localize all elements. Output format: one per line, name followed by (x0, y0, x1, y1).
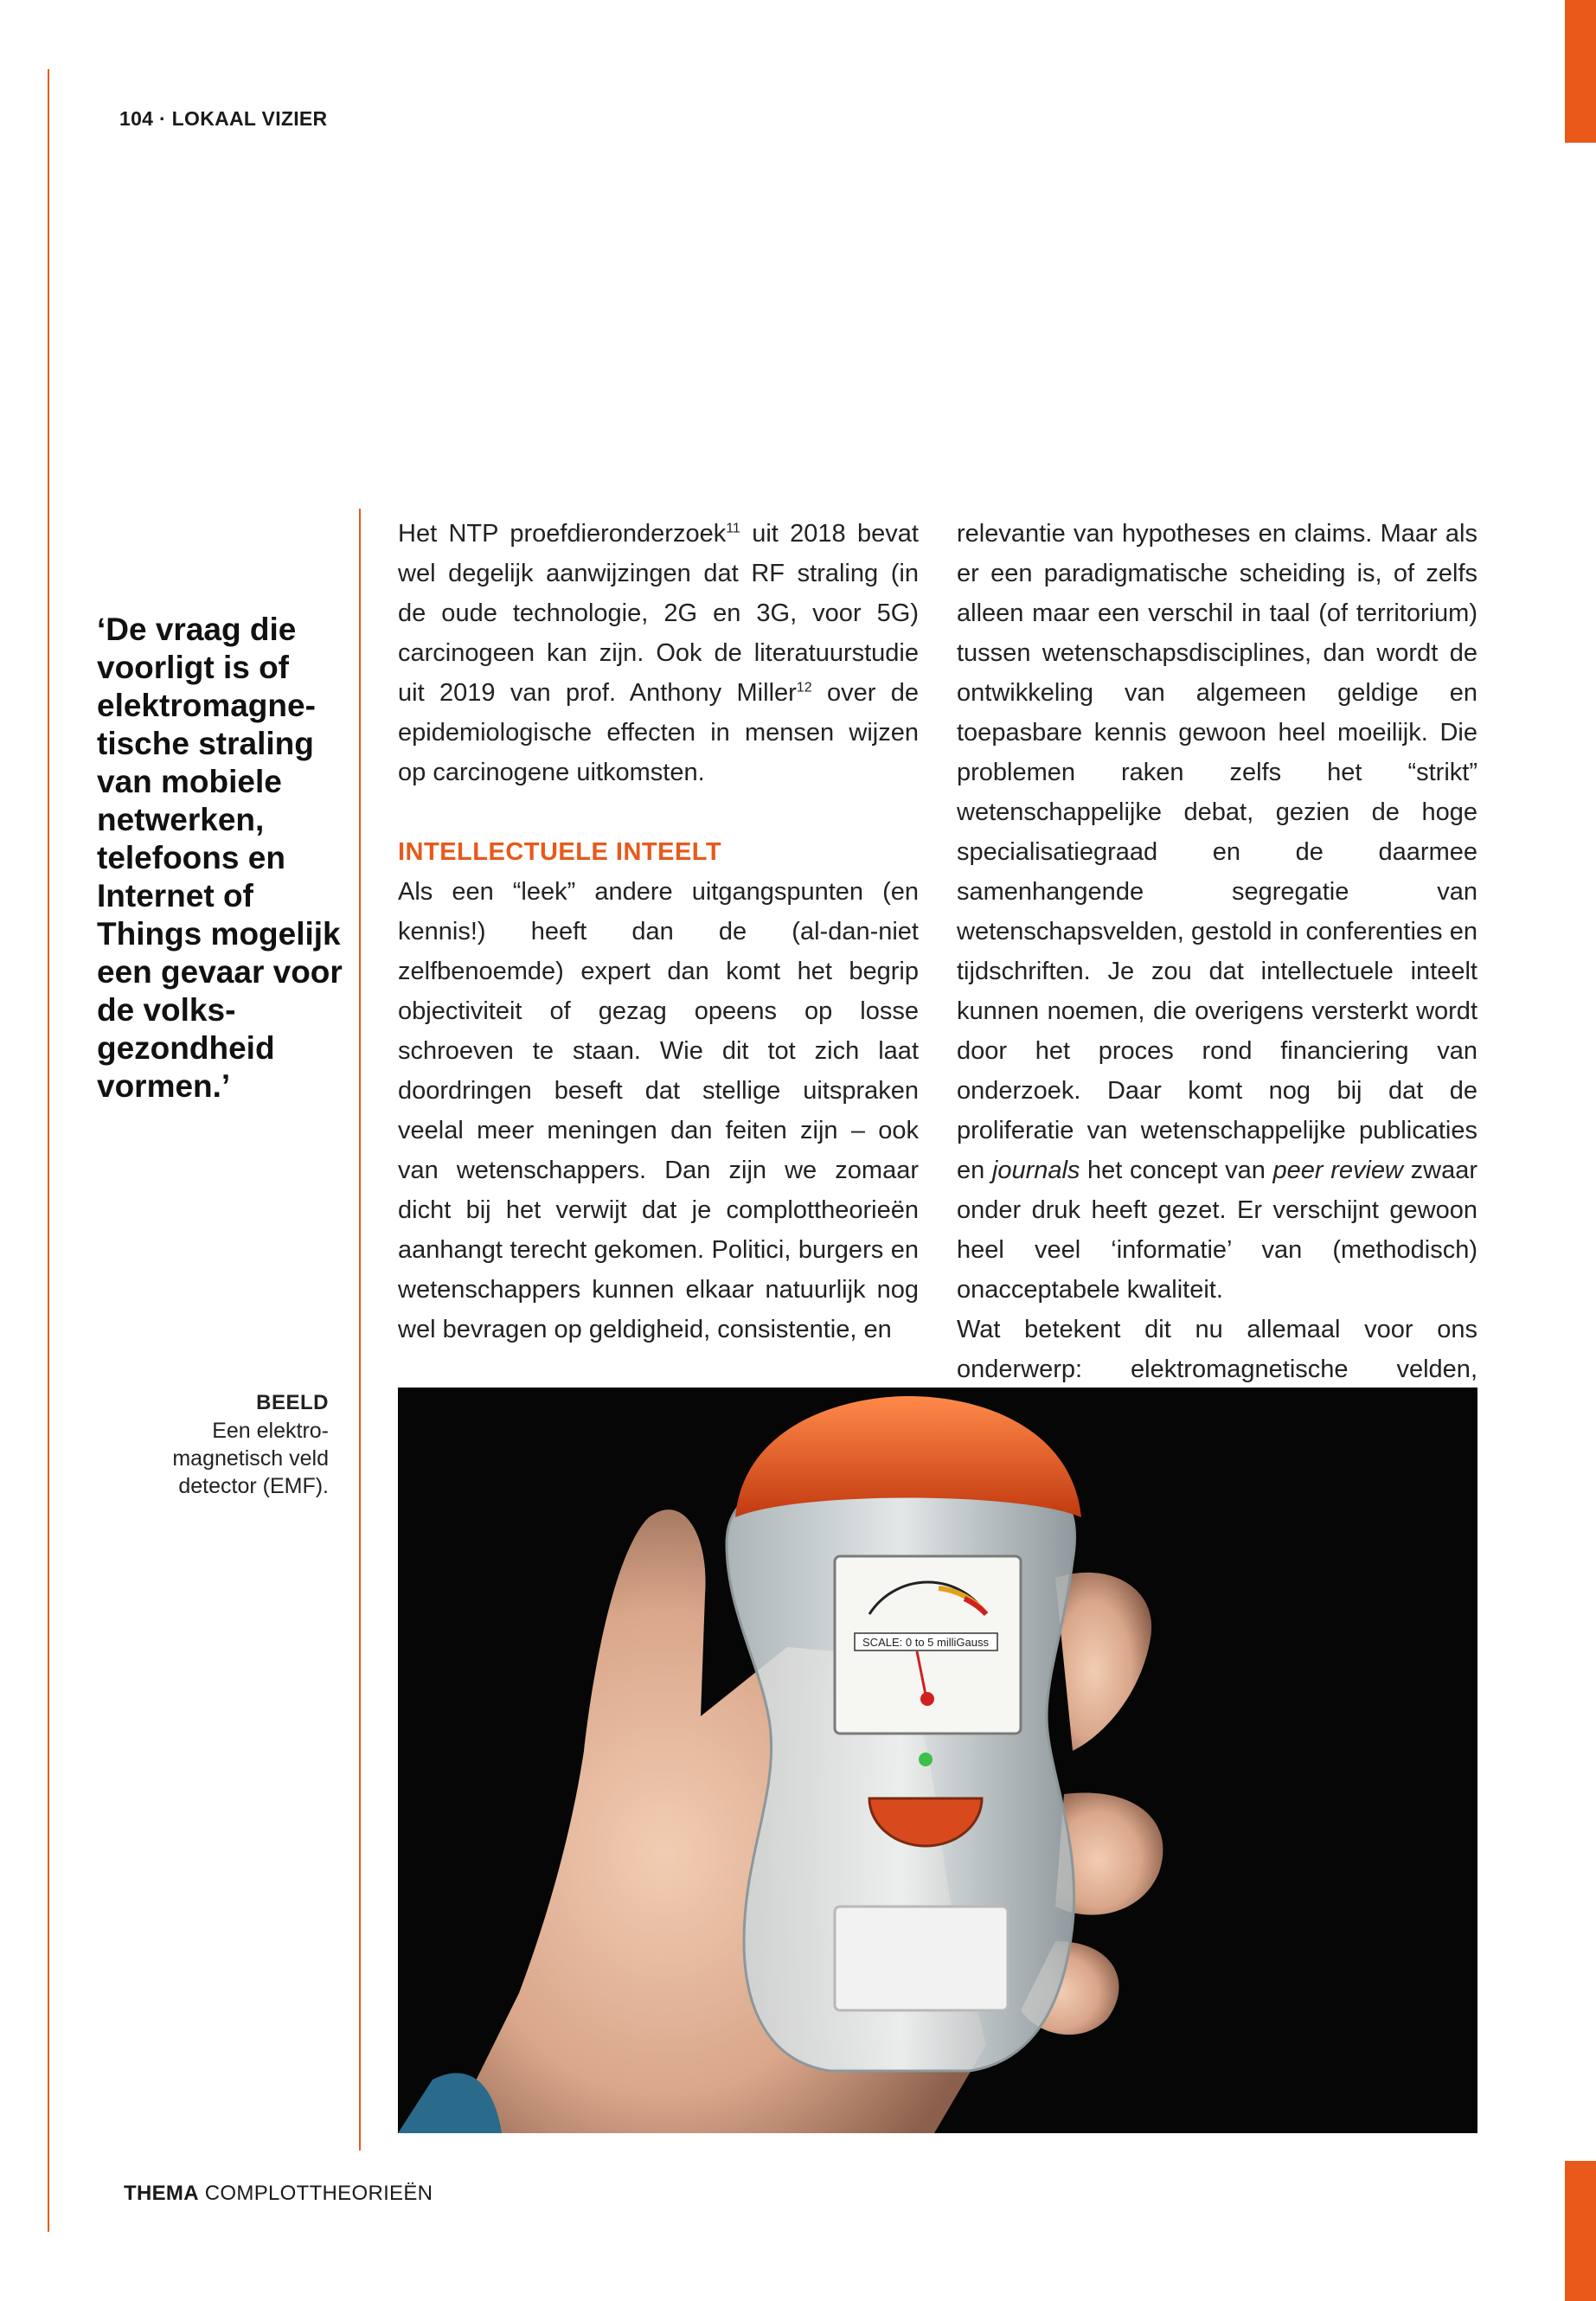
green-led (919, 1753, 933, 1766)
sidebar-divider-rule (359, 509, 361, 2150)
footer-theme-label: THEMA (124, 2182, 199, 2205)
meter-pivot (920, 1692, 934, 1706)
caption-line: magnetisch veld (172, 1446, 329, 1471)
paragraph: Als een “leek” andere uitgangspunten (en kennis!) heeft dan de (al-dan-niet zelfbenoemde) expert dan komt het begrip objectiviteit of gezag opeens op losse schroeven te staan. Wie dit tot zich laat doordringen beseft dat stellige uitspraken veelal meer meningen dan feiten zijn – ook van wetenschappers. Dan zijn we zomaar dicht bij het verwijt dat je complottheorieën aanhangt terecht gekomen. Politici, burgers en wetenschappers kunnen elkaar natuurlijk nog wel bevragen op geldigheid, consistentie, en (398, 878, 919, 1343)
emphasis-text: journals (991, 1157, 1080, 1184)
running-header (119, 107, 327, 131)
section-heading: INTELLECTUELE INTEELT (398, 838, 722, 866)
caption-line: detector (EMF). (178, 1474, 329, 1498)
page-margin-rule (48, 69, 49, 2232)
caption-line: Een elektro- (212, 1419, 329, 1443)
page-number: 104 (119, 107, 154, 130)
paragraph (957, 514, 1477, 1310)
paragraph-text: zwaar onder druk heeft gezet. Er verschijnt gewoon heel veel ‘informatie’ van (methodisch) onacceptabele kwaliteit. (957, 1157, 1477, 1304)
article-column-1 (398, 514, 919, 1349)
footnote-ref: 11 (726, 521, 740, 536)
paragraph-text: uit 2018 bevat wel degelijk aanwijzingen dat RF straling (in de oude technologie, 2G en 3G, voor 5G) carcinogeen kan zijn. Ook de literatuurstudie uit 2019 van prof. Anthony Miller (398, 520, 919, 707)
header-separator: · (158, 107, 166, 130)
emf-detector-photo (398, 1388, 1477, 2133)
photo-illustration (398, 1388, 1477, 2133)
paragraph: Wat betekent dit nu allemaal voor ons onderwerp: elektromagnetische velden, (957, 1316, 1477, 1383)
article-column-2 (957, 514, 1477, 1429)
caption-title: BEELD (256, 1391, 329, 1414)
paragraph-text: over de epidemiologische effecten in mensen wijzen op carcinogene uitkomsten. (398, 679, 919, 786)
paragraph-text: Het NTP proefdieronderzoek (398, 520, 727, 548)
emphasis-text: peer review (1272, 1157, 1404, 1184)
page-footer (124, 2182, 433, 2206)
header-section: LOKAAL VIZIER (171, 107, 328, 130)
image-caption (172, 1389, 329, 1500)
pull-quote: ‘De vraag die voorligt is of elektromagne-tische straling van mobiele netwerken, telefoons en Internet of Things mogelijk een gevaar voor de volks-gezondheid vormen.’ (97, 612, 343, 1104)
bottom-accent-tab (1565, 2161, 1596, 2301)
footer-theme-title: COMPLOTTHEORIEËN (204, 2182, 433, 2205)
paragraph-text: relevantie van hypotheses en claims. Maar als er een paradigmatische scheiding is, of zelfs alleen maar een verschil in taal (of territorium) tussen wetenschapsdisciplines, dan wordt de ontwikkeling van algemeen geldige en toepasbare kennis gewoon heel moeilijk. Die problemen raken zelfs het “strikt” wetenschappelijke debat, gezien de hoge specialisatiegraad en de daarmee samenhangende segregatie van wetenschapsvelden, gestold in conferenties en tijdschriften. Je zou dat intellectuele inteelt kunnen noemen, die overigens versterkt wordt door het proces rond financiering van onderzoek. Daar komt nog bij dat de proliferatie van wetenschappelijke publicaties en (957, 520, 1477, 1184)
meter-scale-label: SCALE: 0 to 5 milliGauss (862, 1636, 989, 1649)
paragraph-text: het concept van (1080, 1157, 1273, 1184)
paragraph (398, 514, 919, 792)
top-accent-tab (1565, 0, 1596, 143)
footnote-ref: 12 (796, 680, 812, 695)
battery-foam (835, 1907, 1008, 2010)
